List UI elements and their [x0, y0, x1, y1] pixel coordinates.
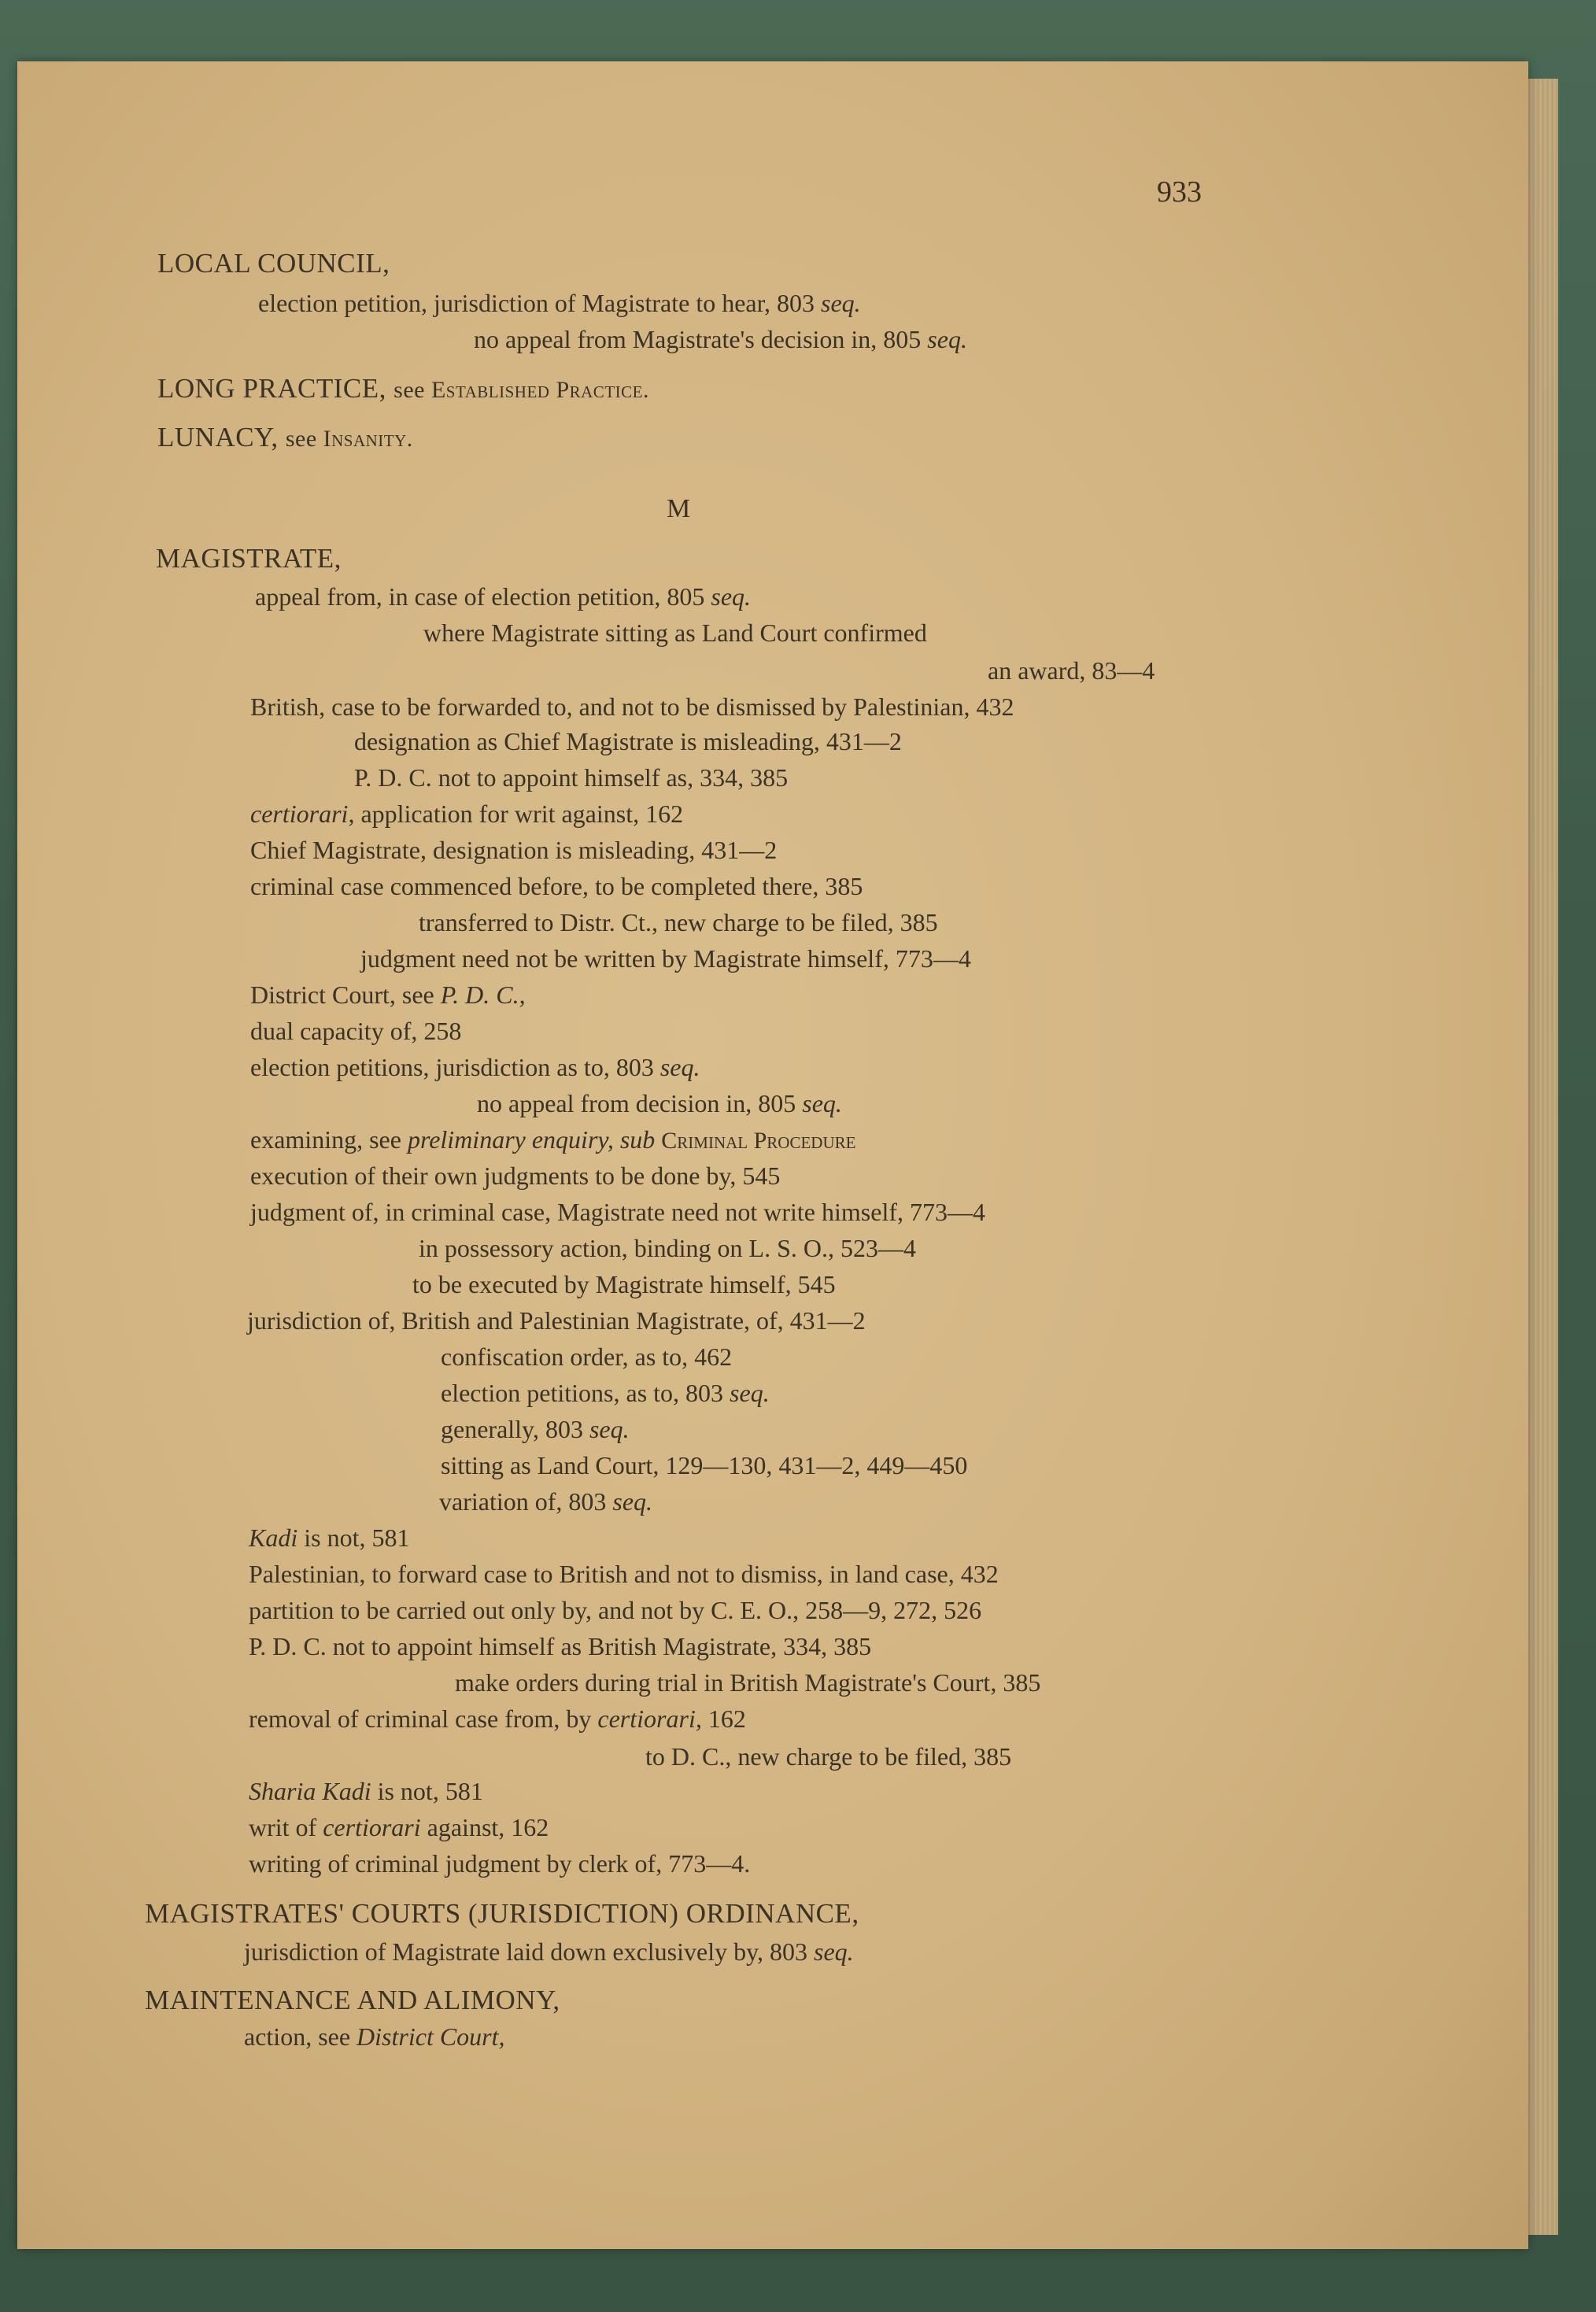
- entry-text: writ of: [249, 1813, 323, 1841]
- index-subentry: [250, 834, 777, 866]
- entry-text: seq.: [927, 325, 967, 353]
- index-subentry: [354, 762, 788, 793]
- page-number: 933: [1157, 175, 1202, 209]
- entry-text: variation of, 803: [439, 1487, 613, 1516]
- entry-text: P. D. C. not to appoint himself as, 334, 385: [354, 763, 789, 792]
- index-heading: [157, 248, 390, 279]
- index-subentry: [988, 655, 1155, 686]
- entry-text: see: [393, 377, 431, 403]
- index-subentry: [247, 1305, 866, 1336]
- entry-text: removal of criminal case from, by: [249, 1704, 598, 1733]
- entry-text: certiorari: [323, 1813, 421, 1841]
- index-subentry: [249, 1703, 746, 1734]
- index-subentry: [360, 943, 971, 974]
- index-subentry: [249, 1848, 750, 1879]
- index-subentry: [249, 1594, 981, 1626]
- entry-text: District Court, see: [250, 981, 441, 1009]
- entry-text: British, case to be forwarded to, and not to be dismissed by Palestinian, 432: [250, 692, 1014, 721]
- index-subentry: [250, 979, 526, 1010]
- entry-text: LUNACY,: [157, 422, 286, 452]
- entry-text: certiorari,: [250, 800, 355, 828]
- entry-text: election petitions, jurisdiction as to, 803: [250, 1053, 660, 1081]
- index-subentry: [250, 1051, 700, 1083]
- entry-text: election petitions, as to, 803: [441, 1379, 730, 1407]
- entry-text: against, 162: [420, 1813, 549, 1841]
- index-subentry: [250, 1015, 461, 1047]
- index-heading: [156, 543, 342, 574]
- entry-text: designation as Chief Magistrate is misleading, 431—2: [354, 727, 902, 755]
- entry-text: Insanity.: [323, 426, 413, 452]
- index-subentry: [249, 1775, 483, 1807]
- entry-text: sitting as Land Court, 129—130, 431—2, 449—450: [441, 1451, 968, 1479]
- index-heading: [145, 1985, 560, 2016]
- entry-text: jurisdiction of Magistrate laid down exclusively by, 803: [244, 1937, 815, 1966]
- entry-text: seq.: [814, 1937, 854, 1966]
- index-subentry: [258, 287, 861, 319]
- entry-text: Chief Magistrate, designation is misleading, 431—2: [250, 836, 778, 864]
- entry-text: see: [285, 426, 323, 452]
- index-subentry: [255, 581, 751, 612]
- index-subentry: [250, 1124, 855, 1157]
- entry-text: is not, 581: [297, 1523, 410, 1552]
- entry-text: preliminary enquiry, sub: [407, 1125, 656, 1154]
- entry-text: judgment need not be written by Magistrate himself, 773—4: [360, 944, 971, 973]
- index-subentry: [645, 1741, 1011, 1772]
- entry-text: transferred to Distr. Ct., new charge to be filed, 385: [419, 908, 938, 936]
- entry-text: MAGISTRATES' COURTS (JURISDICTION) ORDINANCE,: [145, 1898, 859, 1929]
- entry-text: action, see: [244, 2022, 357, 2051]
- entry-text: to be executed by Magistrate himself, 545: [412, 1270, 836, 1298]
- entry-text: Established Practice.: [430, 377, 649, 403]
- index-subentry: [441, 1377, 770, 1409]
- entry-text: is not, 581: [371, 1777, 483, 1805]
- index-subentry: [441, 1450, 967, 1481]
- entry-text: judgment of, in criminal case, Magistrate need not write himself, 773—4: [250, 1198, 985, 1226]
- entry-text: in possessory action, binding on L. S. O., 523—4: [419, 1234, 916, 1262]
- entry-text: appeal from, in case of election petition, 805: [255, 582, 711, 611]
- index-subentry: [419, 907, 938, 938]
- entry-text: criminal case commenced before, to be completed there, 385: [250, 872, 863, 900]
- entry-text: execution of their own judgments to be done by, 545: [250, 1162, 781, 1190]
- index-heading: [157, 373, 649, 406]
- index-subentry: [441, 1413, 630, 1445]
- index-subentry: [250, 691, 1014, 722]
- index-subentry: [249, 1558, 999, 1590]
- entry-text: Sharia Kadi: [249, 1777, 371, 1805]
- entry-text: dual capacity of, 258: [250, 1017, 462, 1045]
- index-subentry: [477, 1088, 842, 1119]
- index-subentry: [250, 1196, 985, 1228]
- index-subentry: [455, 1667, 1040, 1698]
- entry-text: partition to be carried out only by, and not by C. E. O., 258—9, 272, 526: [249, 1596, 982, 1624]
- index-subentry: [354, 726, 902, 757]
- entry-text: seq.: [711, 582, 752, 611]
- index-subentry: [441, 1341, 732, 1372]
- entry-text: Criminal Procedure: [661, 1128, 856, 1154]
- entry-text: Palestinian, to forward case to British and not to dismiss, in land case, 432: [249, 1560, 999, 1588]
- index-subentry: [423, 617, 927, 648]
- entry-text: writing of criminal judgment by clerk of, 773—4.: [249, 1849, 751, 1878]
- index-subentry: [250, 870, 863, 902]
- index-subentry: [419, 1232, 916, 1264]
- entry-text: application for writ against, 162: [354, 800, 684, 828]
- entry-text: make orders during trial in British Magistrate's Court, 385: [455, 1668, 1041, 1697]
- entry-text: seq.: [589, 1415, 630, 1443]
- entry-text: to D. C., new charge to be filed, 385: [645, 1742, 1012, 1771]
- entry-text: election petition, jurisdiction of Magistrate to hear, 803: [258, 289, 821, 317]
- entry-text: MAINTENANCE AND ALIMONY,: [145, 1985, 560, 2015]
- entry-text: LOCAL COUNCIL,: [157, 248, 390, 279]
- entry-text: no appeal from Magistrate's decision in, 805: [474, 325, 928, 353]
- entry-text: 162: [701, 1704, 746, 1733]
- index-subentry: [249, 1631, 871, 1662]
- index-subentry: [250, 798, 683, 829]
- index-subentry: [244, 1936, 854, 1967]
- entry-text: seq.: [802, 1089, 842, 1117]
- entry-text: examining, see: [250, 1125, 408, 1154]
- entry-text: District Court,: [357, 2022, 505, 2051]
- entry-text: confiscation order, as to, 462: [441, 1343, 733, 1371]
- entry-text: certiorari,: [597, 1704, 702, 1733]
- index-subentry: [244, 2021, 505, 2052]
- index-heading: [157, 422, 413, 455]
- entry-text: P. D. C. not to appoint himself as British Magistrate, 334, 385: [249, 1632, 872, 1660]
- entry-text: MAGISTRATE,: [156, 543, 342, 574]
- index-subentry: [474, 323, 967, 355]
- entry-text: generally, 803: [441, 1415, 589, 1443]
- entry-text: seq.: [730, 1379, 770, 1407]
- index-subentry: [249, 1812, 549, 1843]
- entry-text: an award, 83—4: [988, 656, 1155, 685]
- entry-text: seq.: [820, 289, 861, 317]
- entry-text: LONG PRACTICE,: [157, 373, 394, 404]
- entry-text: jurisdiction of, British and Palestinian Magistrate, of, 431—2: [247, 1306, 866, 1335]
- index-subentry: [249, 1522, 409, 1553]
- section-letter: M: [667, 494, 691, 523]
- entry-text: where Magistrate sitting as Land Court confirmed: [423, 619, 927, 647]
- entry-text: seq.: [659, 1053, 700, 1081]
- entry-text: seq.: [612, 1487, 653, 1516]
- entry-text: P. D. C.,: [440, 981, 526, 1009]
- index-subentry: [250, 1160, 780, 1191]
- index-subentry: [439, 1486, 652, 1517]
- entry-text: Kadi: [249, 1523, 298, 1552]
- index-heading: [145, 1898, 859, 1930]
- entry-text: no appeal from decision in, 805: [477, 1089, 803, 1117]
- index-subentry: [412, 1269, 836, 1300]
